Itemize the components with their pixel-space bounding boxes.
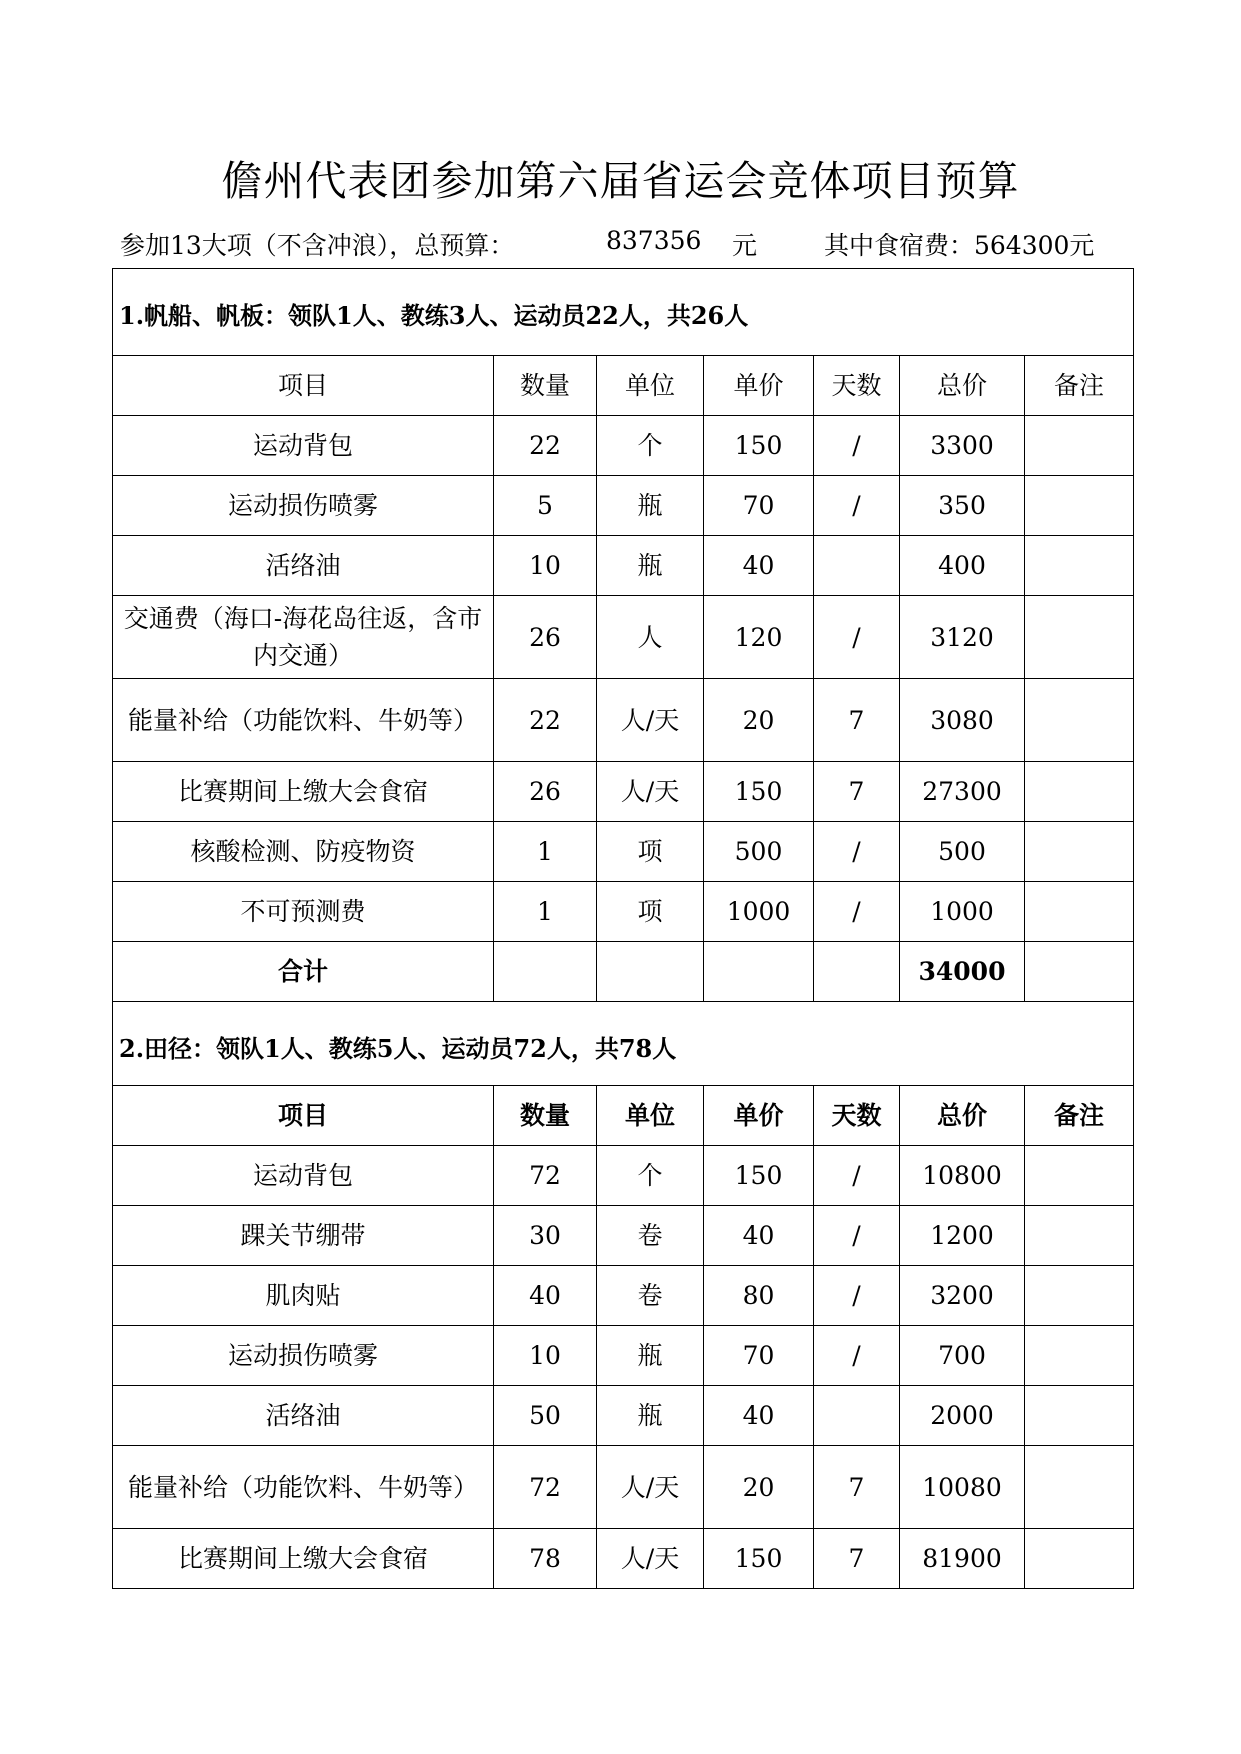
cell-quantity: 78: [494, 1529, 597, 1589]
cell-total-price: 3200: [900, 1266, 1025, 1326]
cell-unit: 卷: [597, 1206, 704, 1266]
cell-quantity: 5: [494, 476, 597, 536]
cell-remarks: [1025, 882, 1134, 942]
table-row: [113, 679, 1134, 762]
cell-unit-price: 150: [704, 1146, 814, 1206]
page-title: 儋州代表团参加第六届省运会竞体项目预算: [221, 157, 1020, 205]
cell-total-price: 2000: [900, 1386, 1025, 1446]
cell-unit-price: 70: [704, 1326, 814, 1386]
cell-total-price: 500: [900, 822, 1025, 882]
cell-unit: 人/天: [597, 762, 704, 822]
budget-summary: [112, 226, 1132, 260]
cell-item: 核酸检测、防疫物资: [113, 822, 494, 882]
column-header-days: 天数: [814, 356, 900, 416]
cell-unit-price: 500: [704, 822, 814, 882]
column-header-row: [113, 1086, 1134, 1146]
column-header-item: 项目: [113, 1086, 494, 1146]
cell-item: 运动损伤喷雾: [113, 476, 494, 536]
cell-unit: 卷: [597, 1266, 704, 1326]
cell-remarks: [1025, 822, 1134, 882]
cell-item: 不可预测费: [113, 882, 494, 942]
cell-item: 比赛期间上缴大会食宿: [113, 762, 494, 822]
cell-item: 运动背包: [113, 1146, 494, 1206]
cell-days: /: [814, 1266, 900, 1326]
cell-quantity: 40: [494, 1266, 597, 1326]
column-header-unit: 单位: [597, 1086, 704, 1146]
table-row: [113, 536, 1134, 596]
cell-total-price: 3300: [900, 416, 1025, 476]
cell-unit: 瓶: [597, 1386, 704, 1446]
column-header-unit: 单位: [597, 356, 704, 416]
cell-quantity: 26: [494, 762, 597, 822]
column-header-row: [113, 356, 1134, 416]
cell-total-price: 350: [900, 476, 1025, 536]
column-header-item: 项目: [113, 356, 494, 416]
cell-remarks: [1025, 1146, 1134, 1206]
column-header-quantity: 数量: [494, 356, 597, 416]
table-row: [113, 882, 1134, 942]
column-header-total-price: 总价: [900, 356, 1025, 416]
column-header-unit-price: 单价: [704, 1086, 814, 1146]
cell-unit: 瓶: [597, 536, 704, 596]
total-row: [113, 942, 1134, 1002]
cell-remarks: [1025, 1326, 1134, 1386]
cell-total-price: 81900: [900, 1529, 1025, 1589]
cell-unit-price: 120: [704, 596, 814, 679]
table-row: [113, 1206, 1134, 1266]
cell-remarks: [1025, 476, 1134, 536]
cell-remarks: [1025, 596, 1134, 679]
cell-quantity: 22: [494, 679, 597, 762]
cell-item: 能量补给（功能饮料、牛奶等）: [113, 1446, 494, 1529]
cell-total-price: 3120: [900, 596, 1025, 679]
table-row: [113, 1326, 1134, 1386]
cell-days: /: [814, 1146, 900, 1206]
cell-unit: 项: [597, 882, 704, 942]
cell-days: /: [814, 476, 900, 536]
cell-days: /: [814, 882, 900, 942]
cell-remarks: [1025, 942, 1134, 1002]
table-row: [113, 1386, 1134, 1446]
total-value: 34000: [900, 942, 1025, 1002]
cell-unit: 人/天: [597, 1529, 704, 1589]
cell-days: /: [814, 1326, 900, 1386]
cell-total-price: 700: [900, 1326, 1025, 1386]
cell-quantity: 72: [494, 1446, 597, 1529]
cell-unit-price: 40: [704, 1206, 814, 1266]
cell-total-price: 10800: [900, 1146, 1025, 1206]
cell-item: 比赛期间上缴大会食宿: [113, 1529, 494, 1589]
section-heading: 1.帆船、帆板：领队1人、教练3人、运动员22人，共26人: [113, 269, 1134, 356]
cell-days: /: [814, 596, 900, 679]
cell-item: 交通费（海口-海花岛往返，含市内交通）: [113, 596, 494, 679]
total-label: 合计: [113, 942, 494, 1002]
cell-remarks: [1025, 1446, 1134, 1529]
cell-unit-price: 150: [704, 1529, 814, 1589]
cell-item: 肌肉贴: [113, 1266, 494, 1326]
cell-remarks: [1025, 536, 1134, 596]
cell-unit-price: 40: [704, 1386, 814, 1446]
cell-quantity: [494, 942, 597, 1002]
column-header-remarks: 备注: [1025, 1086, 1134, 1146]
cell-unit: [597, 942, 704, 1002]
summary-label: 参加13大项（不含冲浪），总预算：: [120, 231, 515, 260]
cell-quantity: 10: [494, 1326, 597, 1386]
cell-days: 7: [814, 1446, 900, 1529]
cell-quantity: 30: [494, 1206, 597, 1266]
cell-item: 运动背包: [113, 416, 494, 476]
cell-quantity: 1: [494, 822, 597, 882]
column-header-remarks: 备注: [1025, 356, 1134, 416]
table-row: [113, 476, 1134, 536]
cell-total-price: 3080: [900, 679, 1025, 762]
cell-unit-price: 70: [704, 476, 814, 536]
cell-unit-price: 80: [704, 1266, 814, 1326]
cell-unit: 个: [597, 416, 704, 476]
cell-remarks: [1025, 1266, 1134, 1326]
cell-unit: 个: [597, 1146, 704, 1206]
cell-unit: 人: [597, 596, 704, 679]
total-budget-unit: 元: [732, 231, 758, 260]
cell-total-price: 1200: [900, 1206, 1025, 1266]
cell-quantity: 1: [494, 882, 597, 942]
table-row: [113, 1266, 1134, 1326]
cell-remarks: [1025, 1529, 1134, 1589]
budget-table: [112, 268, 1134, 1589]
cell-quantity: 26: [494, 596, 597, 679]
table-row: [113, 1146, 1134, 1206]
cell-unit-price: 40: [704, 536, 814, 596]
cell-unit-price: 20: [704, 679, 814, 762]
cell-unit: 瓶: [597, 1326, 704, 1386]
cell-remarks: [1025, 762, 1134, 822]
cell-days: [814, 1386, 900, 1446]
cell-unit: 人/天: [597, 1446, 704, 1529]
table-row: [113, 822, 1134, 882]
cell-remarks: [1025, 679, 1134, 762]
cell-item: 活络油: [113, 536, 494, 596]
cell-unit: 瓶: [597, 476, 704, 536]
cell-quantity: 72: [494, 1146, 597, 1206]
column-header-days: 天数: [814, 1086, 900, 1146]
cell-remarks: [1025, 1206, 1134, 1266]
cell-days: [814, 942, 900, 1002]
cell-unit-price: 150: [704, 416, 814, 476]
cell-unit-price: [704, 942, 814, 1002]
column-header-quantity: 数量: [494, 1086, 597, 1146]
column-header-unit-price: 单价: [704, 356, 814, 416]
table-row: [113, 596, 1134, 679]
section-heading: 2.田径：领队1人、教练5人、运动员72人，共78人: [113, 1002, 1134, 1086]
cell-total-price: 1000: [900, 882, 1025, 942]
cell-days: 7: [814, 762, 900, 822]
cell-remarks: [1025, 416, 1134, 476]
cell-item: 能量补给（功能饮料、牛奶等）: [113, 679, 494, 762]
cell-item: 运动损伤喷雾: [113, 1326, 494, 1386]
table-row: [113, 1446, 1134, 1529]
cell-unit: 项: [597, 822, 704, 882]
table-row: [113, 416, 1134, 476]
cell-quantity: 22: [494, 416, 597, 476]
cell-total-price: 27300: [900, 762, 1025, 822]
cell-total-price: 10080: [900, 1446, 1025, 1529]
cell-total-price: 400: [900, 536, 1025, 596]
accommodation-budget: 其中食宿费：564300元: [824, 231, 1095, 260]
table-row: [113, 1529, 1134, 1589]
total-budget-amount: 837356: [606, 226, 702, 255]
cell-unit-price: 20: [704, 1446, 814, 1529]
cell-quantity: 10: [494, 536, 597, 596]
cell-item: 活络油: [113, 1386, 494, 1446]
cell-days: 7: [814, 679, 900, 762]
cell-days: 7: [814, 1529, 900, 1589]
cell-days: /: [814, 1206, 900, 1266]
cell-unit-price: 1000: [704, 882, 814, 942]
cell-unit-price: 150: [704, 762, 814, 822]
cell-days: [814, 536, 900, 596]
cell-quantity: 50: [494, 1386, 597, 1446]
cell-unit: 人/天: [597, 679, 704, 762]
table-row: [113, 762, 1134, 822]
column-header-total-price: 总价: [900, 1086, 1025, 1146]
cell-item: 踝关节绷带: [113, 1206, 494, 1266]
cell-days: /: [814, 416, 900, 476]
cell-days: /: [814, 822, 900, 882]
cell-remarks: [1025, 1386, 1134, 1446]
